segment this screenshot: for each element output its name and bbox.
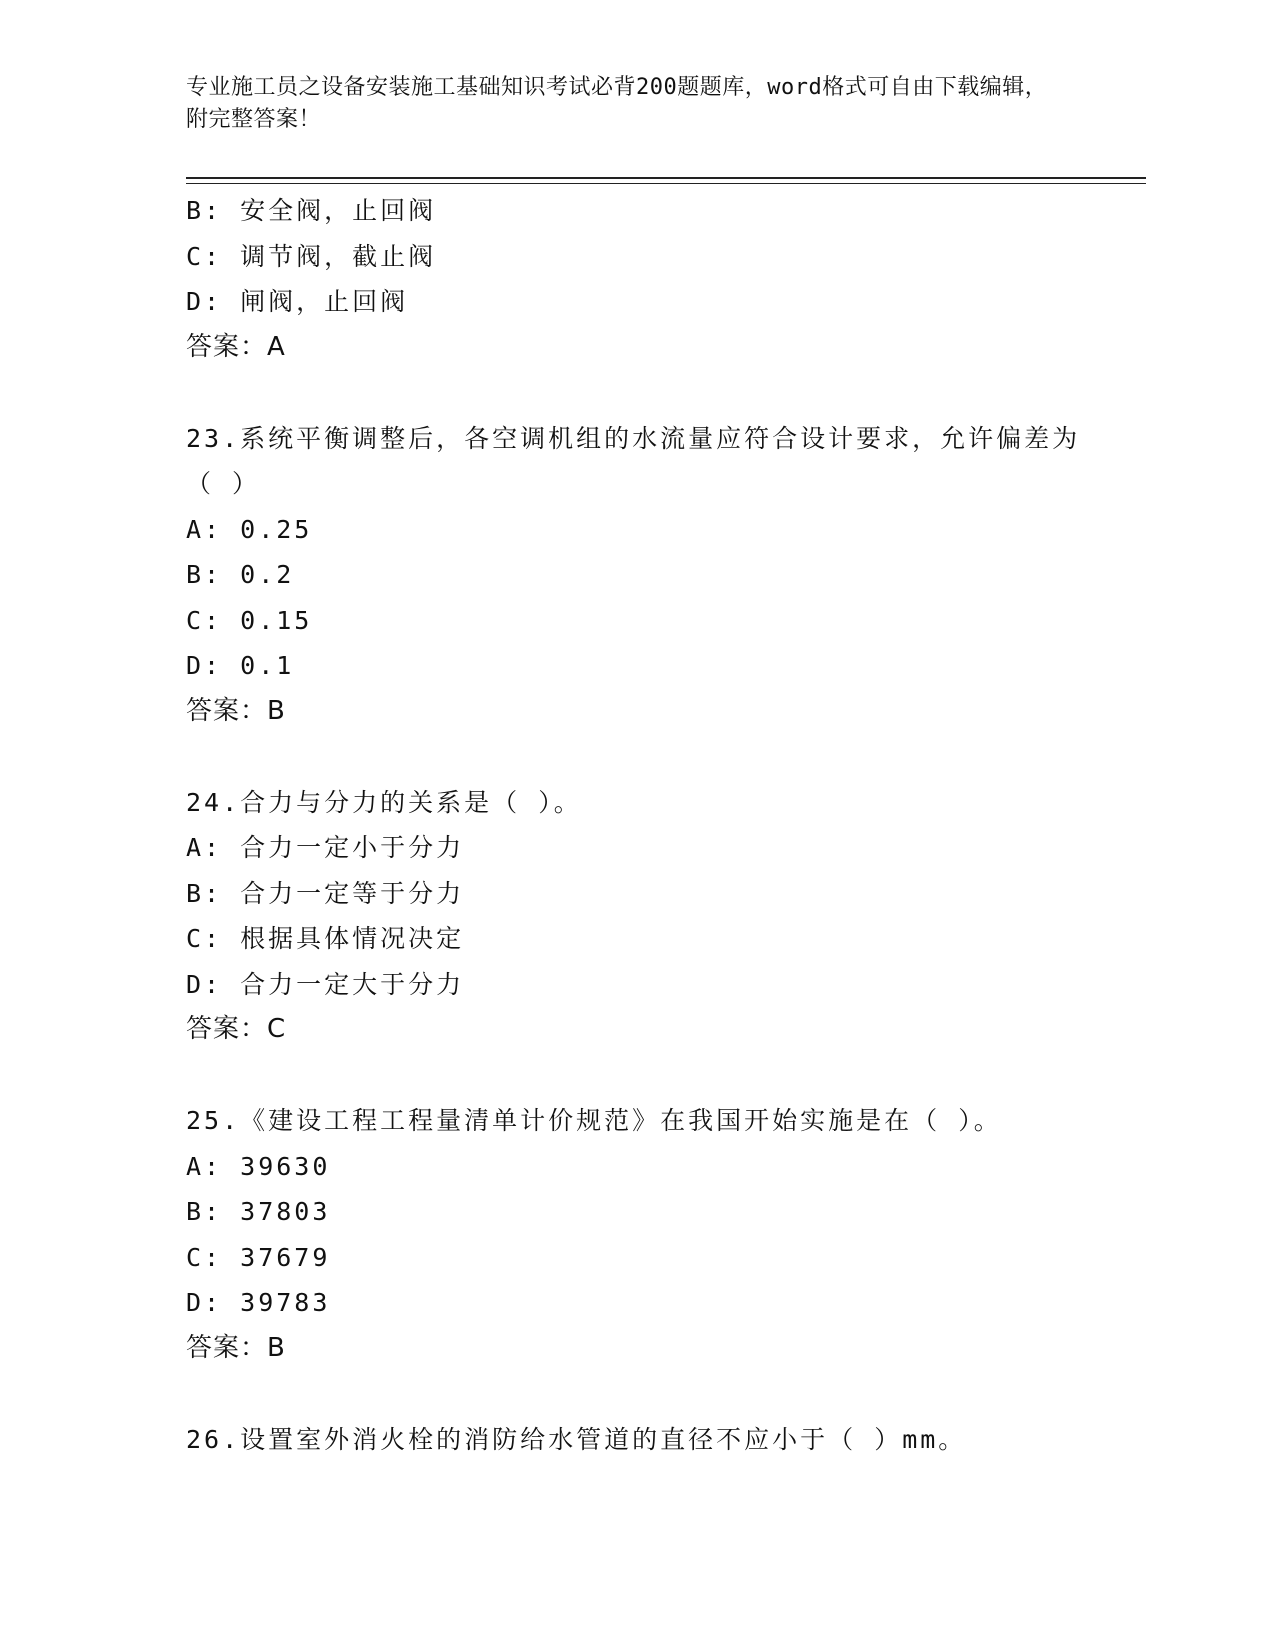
option-b: B: 0.2 [186, 560, 295, 589]
option-d: D: 合力一定大于分力 [186, 969, 465, 999]
option-d: D: 39783 [186, 1288, 331, 1317]
question-text: 24.合力与分力的关系是（ ）。 [186, 787, 582, 817]
answer: 答案：B [186, 695, 286, 726]
option-c: C: 0.15 [186, 605, 313, 635]
option-c: C: 37679 [186, 1242, 331, 1272]
question-22-partial [186, 188, 1146, 370]
question-23 [186, 416, 1146, 735]
option-b: B: 安全阀，止回阀 [186, 196, 437, 225]
header-rule-thin [186, 183, 1146, 184]
question-text: 26.设置室外消火栓的消防给水管道的直径不应小于（ ）mm。 [186, 1424, 967, 1454]
option-c: C: 根据具体情况决定 [186, 924, 465, 953]
question-text: 25.《建设工程工程量清单计价规范》在我国开始实施是在（ ）。 [186, 1106, 1002, 1135]
answer: 答案：B [186, 1332, 286, 1363]
document-header: 专业施工员之设备安装施工基础知识考试必背200题题库，word格式可自由下载编辑，附完整答案！ [186, 75, 1048, 132]
option-a: A: 合力一定小于分力 [186, 833, 465, 862]
option-d: D: 0.1 [186, 651, 295, 680]
option-a: A: 0.25 [186, 514, 313, 544]
header-rule-thick [186, 177, 1146, 179]
option-d: D: 闸阀，止回阀 [186, 287, 409, 316]
option-b: B: 合力一定等于分力 [186, 878, 465, 908]
question-list [186, 188, 1146, 1462]
option-b: B: 37803 [186, 1197, 331, 1226]
question-26 [186, 1417, 1146, 1463]
option-a: A: 39630 [186, 1151, 331, 1181]
question-text: 23.系统平衡调整后，各空调机组的水流量应符合设计要求，允许偏差为（ ） [186, 423, 1081, 498]
answer: 答案：C [186, 1014, 287, 1044]
question-25 [186, 1098, 1146, 1371]
option-c: C: 调节阀，截止阀 [186, 241, 437, 271]
answer: 答案：A [186, 331, 286, 362]
question-24 [186, 780, 1146, 1053]
